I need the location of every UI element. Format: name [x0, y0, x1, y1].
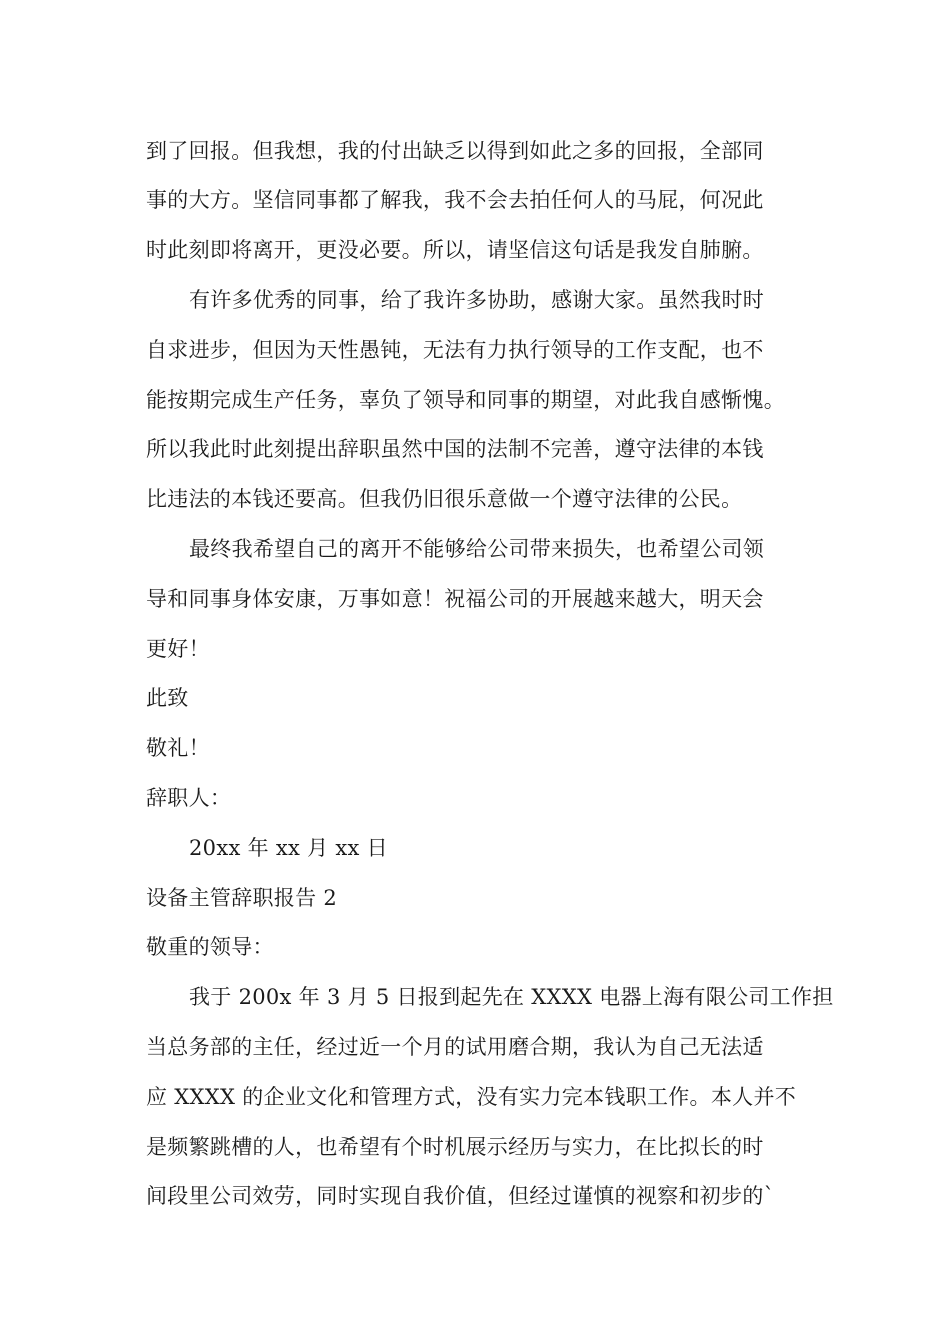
paragraph-start-line: 我于 200x 年 3 月 5 日报到起先在 XXXX 电器上海有限公司工作担 — [189, 985, 834, 1009]
paragraph-start-line: 有许多优秀的同事，给了我许多协助，感谢大家。虽然我时时 — [189, 288, 765, 312]
text-line: 自求进步，但因为天性愚钝，无法有力执行领导的工作支配，也不 — [146, 338, 764, 362]
text-line: 时此刻即将离开，更没必要。所以，请坚信这句话是我发自肺腑。 — [146, 238, 764, 262]
date-line: 20xx 年 xx 月 xx 日 — [189, 836, 388, 860]
signature-label: 辞职人： — [146, 786, 232, 810]
text-line: 比违法的本钱还要高。但我仍旧很乐意做一个遵守法律的公民。 — [146, 487, 743, 511]
text-line: 事的大方。坚信同事都了解我，我不会去拍任何人的马屁，何况此 — [146, 188, 764, 212]
paragraph-start-line: 最终我希望自己的离开不能够给公司带来损失，也希望公司领 — [189, 537, 765, 561]
text-line: 间段里公司效劳，同时实现自我价值，但经过谨慎的视察和初步的` — [146, 1184, 775, 1208]
text-line: 能按期完成生产任务，辜负了领导和同事的期望，对此我自感惭愧。 — [146, 388, 785, 412]
text-line: 当总务部的主任，经过近一个月的试用磨合期，我认为自己无法适 — [146, 1035, 764, 1059]
text-line: 是频繁跳槽的人，也希望有个时机展示经历与实力，在比拟长的时 — [146, 1135, 764, 1159]
text-line: 应 XXXX 的企业文化和管理方式，没有实力完本钱职工作。本人并不 — [146, 1085, 797, 1109]
text-line: 到了回报。但我想，我的付出缺乏以得到如此之多的回报，全部同 — [146, 139, 764, 163]
text-line: 更好！ — [146, 637, 210, 661]
greeting: 敬重的领导： — [146, 935, 274, 959]
text-line: 所以我此时此刻提出辞职虽然中国的法制不完善，遵守法律的本钱 — [146, 437, 764, 461]
closing-salutation: 此致 — [146, 686, 189, 710]
section-title: 设备主管辞职报告 2 — [146, 886, 338, 910]
closing-regards: 敬礼！ — [146, 736, 210, 760]
text-line: 导和同事身体安康，万事如意！祝福公司的开展越来越大，明天会 — [146, 587, 764, 611]
